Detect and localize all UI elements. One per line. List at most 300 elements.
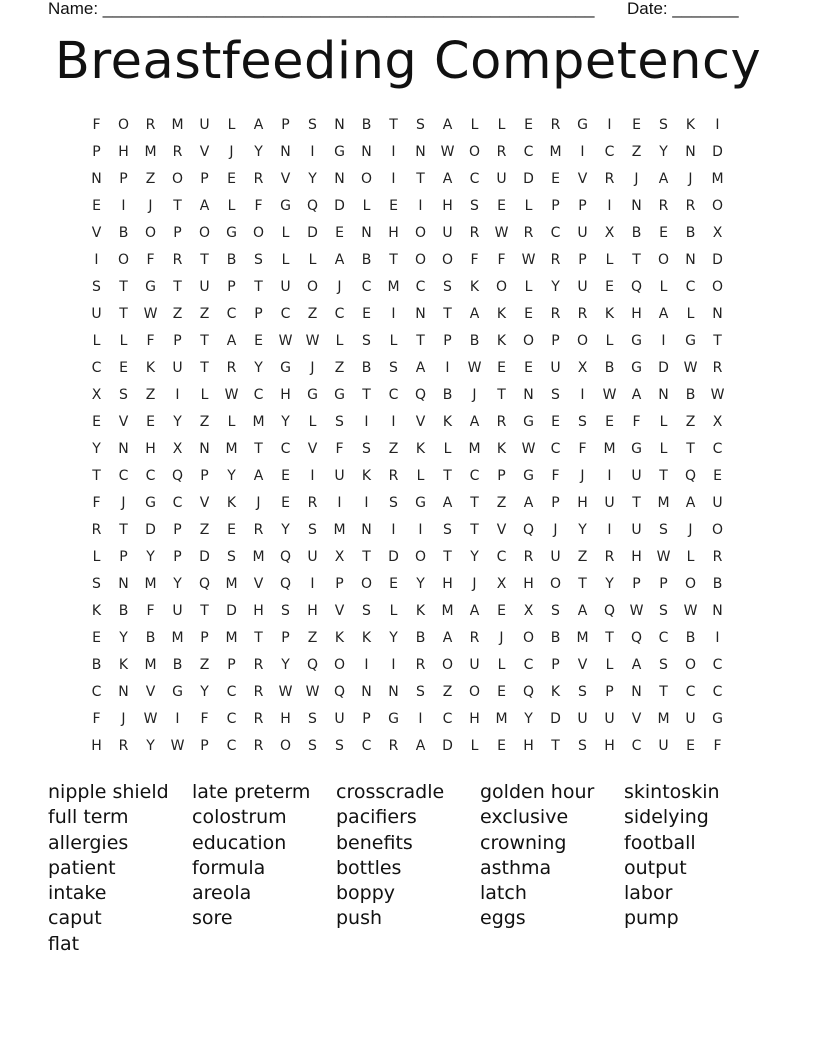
grid-letter[interactable]: S — [443, 279, 452, 295]
grid-letter[interactable]: G — [631, 441, 642, 457]
grid-letter[interactable]: T — [416, 333, 425, 349]
grid-letter[interactable]: B — [685, 225, 696, 241]
grid-letter[interactable]: F — [200, 711, 209, 727]
grid-letter[interactable]: G — [712, 711, 723, 727]
grid-letter[interactable]: Y — [92, 441, 101, 457]
grid-letter[interactable]: W — [710, 387, 725, 403]
grid-letter[interactable]: K — [361, 630, 372, 646]
grid-letter[interactable]: C — [685, 279, 696, 295]
grid-letter[interactable]: Z — [199, 414, 210, 430]
grid-letter[interactable]: C — [415, 279, 426, 295]
grid-letter[interactable]: H — [604, 738, 615, 754]
grid-letter[interactable]: L — [497, 117, 506, 133]
grid-letter[interactable]: G — [172, 684, 183, 700]
grid-letter[interactable]: W — [602, 387, 617, 403]
grid-letter[interactable]: T — [686, 441, 695, 457]
grid-letter[interactable]: S — [578, 738, 587, 754]
grid-letter[interactable]: O — [117, 117, 130, 133]
grid-letter[interactable]: M — [225, 630, 238, 646]
grid-letter[interactable]: I — [445, 360, 450, 376]
grid-letter[interactable]: B — [442, 387, 453, 403]
grid-letter[interactable]: G — [523, 468, 534, 484]
grid-letter[interactable]: F — [92, 711, 101, 727]
grid-letter[interactable]: M — [171, 117, 184, 133]
grid-letter[interactable]: U — [334, 468, 345, 484]
grid-letter[interactable]: P — [173, 549, 182, 565]
grid-letter[interactable]: R — [172, 144, 183, 160]
grid-letter[interactable]: N — [712, 603, 723, 619]
grid-letter[interactable]: K — [118, 657, 129, 673]
grid-letter[interactable]: O — [252, 225, 265, 241]
grid-letter[interactable]: T — [254, 279, 263, 295]
grid-letter[interactable]: O — [495, 279, 508, 295]
grid-letter[interactable]: K — [685, 117, 696, 133]
grid-letter[interactable]: A — [253, 468, 264, 484]
grid-letter[interactable]: E — [119, 360, 128, 376]
grid-letter[interactable]: H — [523, 576, 534, 592]
grid-letter[interactable]: P — [551, 198, 560, 214]
grid-letter[interactable]: Z — [577, 549, 588, 565]
grid-letter[interactable]: E — [551, 414, 560, 430]
grid-letter[interactable]: A — [199, 198, 210, 214]
grid-letter[interactable]: I — [364, 495, 369, 511]
grid-letter[interactable]: H — [523, 738, 534, 754]
grid-letter[interactable]: A — [226, 333, 237, 349]
grid-letter[interactable]: X — [91, 387, 102, 403]
grid-letter[interactable]: Y — [254, 144, 263, 160]
grid-letter[interactable]: P — [497, 468, 506, 484]
grid-letter[interactable]: N — [361, 522, 372, 538]
grid-letter[interactable]: A — [415, 360, 426, 376]
grid-letter[interactable]: U — [496, 171, 507, 187]
grid-letter[interactable]: L — [227, 117, 236, 133]
grid-letter[interactable]: Y — [146, 549, 155, 565]
grid-letter[interactable]: K — [496, 333, 507, 349]
grid-letter[interactable]: G — [415, 495, 426, 511]
grid-letter[interactable]: N — [523, 387, 534, 403]
grid-letter[interactable]: D — [388, 549, 399, 565]
grid-letter[interactable]: L — [92, 549, 101, 565]
grid-letter[interactable]: C — [361, 738, 372, 754]
grid-letter[interactable]: S — [389, 360, 398, 376]
grid-letter[interactable]: A — [469, 414, 480, 430]
grid-letter[interactable]: E — [497, 198, 506, 214]
grid-letter[interactable]: M — [468, 441, 481, 457]
grid-letter[interactable]: L — [524, 279, 533, 295]
grid-letter[interactable]: I — [661, 333, 666, 349]
grid-letter[interactable]: S — [659, 117, 668, 133]
grid-letter[interactable]: T — [497, 387, 506, 403]
grid-letter[interactable]: M — [333, 522, 346, 538]
grid-letter[interactable]: J — [472, 576, 477, 592]
grid-letter[interactable]: S — [254, 252, 263, 268]
grid-letter[interactable]: D — [199, 549, 210, 565]
grid-letter[interactable]: Z — [685, 414, 696, 430]
grid-letter[interactable]: R — [604, 171, 615, 187]
grid-letter[interactable]: J — [337, 279, 342, 295]
grid-letter[interactable]: E — [254, 333, 263, 349]
grid-letter[interactable]: K — [550, 684, 561, 700]
grid-letter[interactable]: E — [92, 630, 101, 646]
grid-letter[interactable]: E — [227, 522, 236, 538]
grid-letter[interactable]: V — [577, 657, 588, 673]
grid-letter[interactable]: C — [523, 657, 534, 673]
grid-letter[interactable]: R — [496, 414, 507, 430]
grid-letter[interactable]: I — [364, 657, 369, 673]
grid-letter[interactable]: L — [119, 333, 128, 349]
grid-letter[interactable]: X — [577, 360, 588, 376]
grid-letter[interactable]: I — [310, 576, 315, 592]
grid-letter[interactable]: I — [607, 468, 612, 484]
grid-letter[interactable]: U — [469, 657, 480, 673]
grid-letter[interactable]: W — [170, 738, 185, 754]
grid-letter[interactable]: P — [200, 738, 209, 754]
grid-letter[interactable]: C — [712, 441, 723, 457]
grid-letter[interactable]: E — [713, 468, 722, 484]
grid-letter[interactable]: V — [253, 576, 264, 592]
grid-letter[interactable]: T — [416, 171, 425, 187]
grid-letter[interactable]: Z — [442, 684, 453, 700]
grid-letter[interactable]: E — [92, 198, 101, 214]
grid-letter[interactable]: O — [549, 576, 562, 592]
grid-letter[interactable]: C — [442, 711, 453, 727]
grid-letter[interactable]: G — [523, 414, 534, 430]
grid-letter[interactable]: U — [280, 279, 291, 295]
grid-letter[interactable]: T — [119, 279, 128, 295]
grid-letter[interactable]: L — [605, 333, 614, 349]
grid-letter[interactable]: I — [607, 117, 612, 133]
grid-letter[interactable]: C — [226, 306, 237, 322]
grid-letter[interactable]: T — [200, 360, 209, 376]
grid-letter[interactable]: T — [200, 333, 209, 349]
grid-letter[interactable]: Y — [281, 522, 290, 538]
grid-letter[interactable]: H — [577, 495, 588, 511]
grid-letter[interactable]: F — [254, 198, 263, 214]
grid-letter[interactable]: P — [281, 117, 290, 133]
grid-letter[interactable]: N — [334, 171, 345, 187]
grid-letter[interactable]: O — [144, 225, 157, 241]
grid-letter[interactable]: A — [334, 252, 345, 268]
grid-letter[interactable]: H — [307, 603, 318, 619]
grid-letter[interactable]: X — [712, 414, 723, 430]
grid-letter[interactable]: Z — [145, 171, 156, 187]
grid-letter[interactable]: P — [254, 306, 263, 322]
grid-letter[interactable]: U — [631, 522, 642, 538]
grid-letter[interactable]: C — [388, 387, 399, 403]
grid-letter[interactable]: I — [418, 198, 423, 214]
grid-letter[interactable]: Q — [306, 657, 319, 673]
grid-letter[interactable]: C — [226, 711, 237, 727]
grid-letter[interactable]: S — [416, 684, 425, 700]
grid-letter[interactable]: C — [226, 738, 237, 754]
grid-letter[interactable]: Z — [145, 387, 156, 403]
grid-letter[interactable]: W — [143, 711, 158, 727]
grid-letter[interactable]: I — [121, 198, 126, 214]
grid-letter[interactable]: I — [310, 468, 315, 484]
grid-letter[interactable]: S — [470, 198, 479, 214]
grid-letter[interactable]: R — [523, 549, 534, 565]
grid-letter[interactable]: S — [551, 603, 560, 619]
grid-letter[interactable]: B — [145, 630, 156, 646]
grid-letter[interactable]: L — [659, 414, 668, 430]
grid-letter[interactable]: H — [253, 603, 264, 619]
grid-letter[interactable]: F — [146, 252, 155, 268]
grid-letter[interactable]: V — [145, 684, 156, 700]
grid-letter[interactable]: R — [469, 630, 480, 646]
grid-letter[interactable]: I — [580, 387, 585, 403]
grid-letter[interactable]: S — [659, 522, 668, 538]
grid-letter[interactable]: N — [685, 144, 696, 160]
grid-letter[interactable]: W — [278, 333, 293, 349]
grid-letter[interactable]: H — [631, 549, 642, 565]
grid-letter[interactable]: K — [496, 441, 507, 457]
grid-letter[interactable]: E — [605, 279, 614, 295]
grid-letter[interactable]: Q — [522, 684, 535, 700]
grid-letter[interactable]: I — [175, 387, 180, 403]
grid-letter[interactable]: L — [470, 738, 479, 754]
grid-letter[interactable]: L — [659, 441, 668, 457]
grid-letter[interactable]: I — [391, 657, 396, 673]
grid-letter[interactable]: E — [389, 198, 398, 214]
grid-letter[interactable]: J — [121, 711, 126, 727]
grid-letter[interactable]: T — [605, 630, 614, 646]
grid-letter[interactable]: B — [361, 252, 372, 268]
grid-letter[interactable]: C — [604, 144, 615, 160]
grid-letter[interactable]: O — [441, 252, 454, 268]
grid-letter[interactable]: Q — [630, 279, 643, 295]
grid-letter[interactable]: A — [631, 387, 642, 403]
grid-letter[interactable]: E — [551, 171, 560, 187]
grid-letter[interactable]: E — [389, 576, 398, 592]
grid-letter[interactable]: L — [686, 549, 695, 565]
grid-letter[interactable]: S — [92, 576, 101, 592]
grid-letter[interactable]: Q — [603, 603, 616, 619]
grid-letter[interactable]: D — [442, 738, 453, 754]
grid-letter[interactable]: S — [308, 117, 317, 133]
grid-letter[interactable]: E — [659, 225, 668, 241]
grid-letter[interactable]: B — [604, 360, 615, 376]
grid-letter[interactable]: S — [281, 603, 290, 619]
grid-letter[interactable]: F — [551, 468, 560, 484]
grid-letter[interactable]: D — [145, 522, 156, 538]
grid-letter[interactable]: C — [523, 144, 534, 160]
grid-letter[interactable]: R — [658, 198, 669, 214]
grid-letter[interactable]: S — [362, 333, 371, 349]
grid-letter[interactable]: U — [91, 306, 102, 322]
grid-letter[interactable]: E — [146, 414, 155, 430]
grid-letter[interactable]: R — [145, 117, 156, 133]
grid-letter[interactable]: W — [521, 252, 536, 268]
grid-letter[interactable]: W — [683, 603, 698, 619]
grid-letter[interactable]: R — [712, 549, 723, 565]
grid-letter[interactable]: S — [335, 414, 344, 430]
grid-letter[interactable]: Z — [199, 306, 210, 322]
grid-letter[interactable]: E — [227, 171, 236, 187]
grid-letter[interactable]: N — [388, 684, 399, 700]
grid-letter[interactable]: J — [310, 360, 315, 376]
grid-letter[interactable]: H — [442, 576, 453, 592]
grid-letter[interactable]: J — [256, 495, 261, 511]
grid-letter[interactable]: V — [631, 711, 642, 727]
grid-letter[interactable]: J — [688, 522, 693, 538]
grid-letter[interactable]: G — [280, 360, 291, 376]
grid-letter[interactable]: T — [173, 198, 182, 214]
grid-letter[interactable]: H — [145, 441, 156, 457]
grid-letter[interactable]: Y — [173, 414, 182, 430]
grid-letter[interactable]: Y — [416, 576, 425, 592]
grid-letter[interactable]: T — [659, 684, 668, 700]
grid-letter[interactable]: M — [144, 576, 157, 592]
grid-letter[interactable]: C — [280, 441, 291, 457]
grid-letter[interactable]: L — [335, 333, 344, 349]
grid-letter[interactable]: I — [607, 522, 612, 538]
grid-letter[interactable]: G — [631, 333, 642, 349]
grid-letter[interactable]: S — [659, 657, 668, 673]
grid-letter[interactable]: H — [118, 144, 129, 160]
grid-letter[interactable]: I — [391, 522, 396, 538]
grid-letter[interactable]: F — [92, 495, 101, 511]
grid-letter[interactable]: G — [685, 333, 696, 349]
grid-letter[interactable]: U — [334, 711, 345, 727]
grid-letter[interactable]: T — [92, 468, 101, 484]
grid-letter[interactable]: B — [361, 360, 372, 376]
grid-letter[interactable]: Q — [684, 468, 697, 484]
grid-letter[interactable]: T — [173, 279, 182, 295]
grid-letter[interactable]: H — [469, 711, 480, 727]
grid-letter[interactable]: T — [389, 252, 398, 268]
grid-letter[interactable]: B — [91, 657, 102, 673]
grid-letter[interactable]: Y — [281, 657, 290, 673]
grid-letter[interactable]: C — [496, 549, 507, 565]
grid-letter[interactable]: P — [281, 630, 290, 646]
grid-letter[interactable]: V — [334, 603, 345, 619]
grid-letter[interactable]: N — [658, 387, 669, 403]
grid-letter[interactable]: O — [711, 279, 724, 295]
grid-letter[interactable]: H — [280, 711, 291, 727]
grid-letter[interactable]: O — [306, 279, 319, 295]
grid-letter[interactable]: D — [307, 225, 318, 241]
grid-letter[interactable]: Q — [279, 576, 292, 592]
grid-letter[interactable]: G — [145, 495, 156, 511]
grid-letter[interactable]: K — [91, 603, 102, 619]
grid-letter[interactable]: G — [631, 360, 642, 376]
grid-letter[interactable]: O — [711, 522, 724, 538]
grid-letter[interactable]: M — [387, 279, 400, 295]
grid-letter[interactable]: V — [415, 414, 426, 430]
grid-letter[interactable]: A — [253, 117, 264, 133]
grid-letter[interactable]: Y — [551, 279, 560, 295]
grid-letter[interactable]: Q — [279, 549, 292, 565]
grid-letter[interactable]: Y — [578, 522, 587, 538]
grid-letter[interactable]: U — [199, 279, 210, 295]
grid-letter[interactable]: L — [281, 225, 290, 241]
grid-letter[interactable]: Z — [334, 360, 345, 376]
grid-letter[interactable]: P — [227, 657, 236, 673]
grid-letter[interactable]: P — [362, 711, 371, 727]
grid-letter[interactable]: S — [416, 117, 425, 133]
grid-letter[interactable]: R — [550, 252, 561, 268]
grid-letter[interactable]: L — [389, 603, 398, 619]
grid-letter[interactable]: F — [497, 252, 506, 268]
grid-letter[interactable]: R — [388, 738, 399, 754]
grid-letter[interactable]: K — [496, 306, 507, 322]
grid-letter[interactable]: W — [656, 549, 671, 565]
grid-letter[interactable]: T — [254, 630, 263, 646]
grid-letter[interactable]: M — [549, 144, 562, 160]
grid-letter[interactable]: C — [631, 738, 642, 754]
grid-letter[interactable]: U — [685, 711, 696, 727]
grid-letter[interactable]: C — [280, 306, 291, 322]
grid-letter[interactable]: V — [91, 225, 102, 241]
grid-letter[interactable]: J — [148, 198, 153, 214]
grid-letter[interactable]: L — [362, 198, 371, 214]
grid-letter[interactable]: E — [281, 495, 290, 511]
grid-letter[interactable]: A — [631, 657, 642, 673]
grid-letter[interactable]: R — [172, 252, 183, 268]
grid-letter[interactable]: R — [253, 522, 264, 538]
grid-letter[interactable]: O — [117, 252, 130, 268]
grid-letter[interactable]: U — [631, 468, 642, 484]
grid-letter[interactable]: W — [467, 360, 482, 376]
grid-letter[interactable]: T — [632, 252, 641, 268]
grid-letter[interactable]: E — [686, 738, 695, 754]
grid-letter[interactable]: T — [443, 549, 452, 565]
grid-letter[interactable]: A — [469, 306, 480, 322]
grid-letter[interactable]: I — [715, 117, 720, 133]
grid-letter[interactable]: E — [362, 306, 371, 322]
grid-letter[interactable]: P — [227, 279, 236, 295]
grid-letter[interactable]: U — [172, 603, 183, 619]
grid-letter[interactable]: O — [576, 333, 589, 349]
grid-letter[interactable]: V — [307, 441, 318, 457]
grid-letter[interactable]: L — [686, 306, 695, 322]
grid-letter[interactable]: T — [443, 468, 452, 484]
grid-letter[interactable]: Q — [333, 684, 346, 700]
grid-letter[interactable]: E — [605, 414, 614, 430]
grid-letter[interactable]: Y — [605, 576, 614, 592]
grid-letter[interactable]: P — [551, 495, 560, 511]
grid-letter[interactable]: R — [496, 144, 507, 160]
grid-letter[interactable]: O — [279, 738, 292, 754]
grid-letter[interactable]: A — [658, 306, 669, 322]
grid-letter[interactable]: O — [198, 225, 211, 241]
grid-letter[interactable]: O — [333, 657, 346, 673]
grid-letter[interactable]: M — [225, 441, 238, 457]
grid-letter[interactable]: R — [253, 657, 264, 673]
grid-letter[interactable]: N — [118, 576, 129, 592]
grid-letter[interactable]: E — [524, 306, 533, 322]
grid-letter[interactable]: G — [334, 387, 345, 403]
grid-letter[interactable]: K — [604, 306, 615, 322]
grid-letter[interactable]: K — [469, 279, 480, 295]
grid-letter[interactable]: P — [200, 171, 209, 187]
grid-letter[interactable]: C — [469, 468, 480, 484]
grid-letter[interactable]: E — [497, 603, 506, 619]
grid-letter[interactable]: R — [253, 171, 264, 187]
grid-letter[interactable]: K — [145, 360, 156, 376]
grid-letter[interactable]: S — [362, 603, 371, 619]
grid-letter[interactable]: H — [442, 198, 453, 214]
grid-letter[interactable]: M — [144, 144, 157, 160]
grid-letter[interactable]: F — [92, 117, 101, 133]
grid-letter[interactable]: T — [254, 441, 263, 457]
grid-letter[interactable]: S — [119, 387, 128, 403]
grid-letter[interactable]: M — [441, 603, 454, 619]
grid-letter[interactable]: P — [173, 333, 182, 349]
grid-letter[interactable]: R — [550, 117, 561, 133]
grid-letter[interactable]: M — [144, 657, 157, 673]
grid-letter[interactable]: N — [118, 441, 129, 457]
